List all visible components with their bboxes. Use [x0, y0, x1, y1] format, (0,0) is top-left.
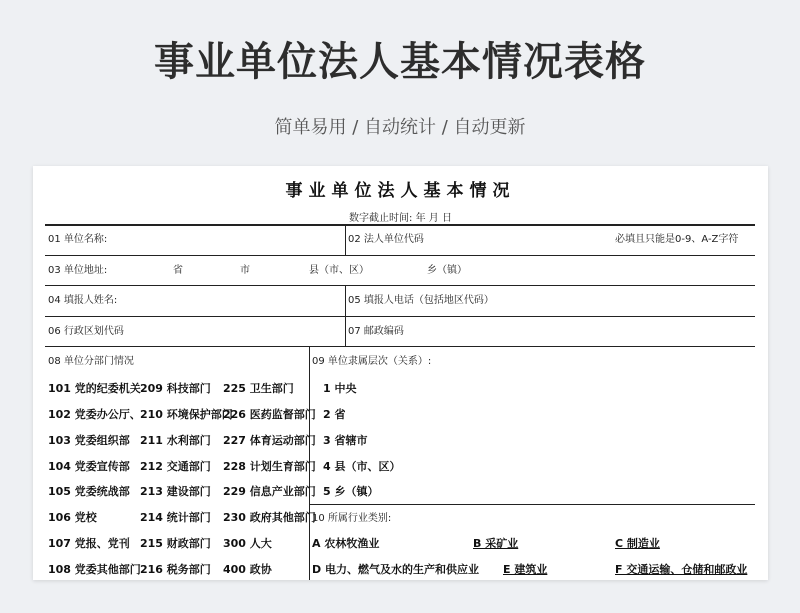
dept-option[interactable]: 104 党委宣传部 [48, 460, 130, 473]
dept-option[interactable]: 227 体育运动部门 [223, 434, 316, 447]
industry-option[interactable]: B 采矿业 [473, 537, 519, 550]
address-county: 县（市、区） [309, 265, 369, 276]
field-region-code[interactable]: 06 行政区划代码 [48, 326, 124, 337]
dept-option[interactable]: 102 党委办公厅、 [48, 408, 141, 421]
dept-option[interactable]: 210 环境保护部门 [140, 408, 233, 421]
dept-option[interactable]: 300 人大 [223, 537, 272, 550]
level-option[interactable]: 3 省辖市 [323, 434, 368, 447]
row-divider [45, 316, 755, 317]
address-city: 市 [240, 265, 250, 276]
field-unit-name[interactable]: 01 单位名称: [48, 234, 108, 245]
dept-option[interactable]: 214 统计部门 [140, 511, 211, 524]
dept-option[interactable]: 216 税务部门 [140, 563, 211, 576]
industry-option[interactable]: D 电力、燃气及水的生产和供应业 [312, 563, 479, 576]
dept-option[interactable]: 229 信息产业部门 [223, 485, 316, 498]
row-divider [45, 255, 755, 256]
dept-option[interactable]: 103 党委组织部 [48, 434, 130, 447]
field-filler-name[interactable]: 04 填报人姓名: [48, 295, 118, 306]
dept-option[interactable]: 209 科技部门 [140, 382, 211, 395]
page-subtitle: 简单易用 / 自动统计 / 自动更新 [274, 117, 526, 138]
field-legal-unit-code[interactable]: 02 法人单位代码 [348, 234, 424, 245]
table-border-top [45, 224, 755, 226]
dept-option[interactable]: 101 党的纪委机关 [48, 382, 141, 395]
address-township: 乡（镇） [427, 265, 467, 276]
industry-option[interactable]: F 交通运输、仓储和邮政业 [615, 563, 748, 576]
level-option[interactable]: 5 乡（镇） [323, 485, 379, 498]
form-sheet[interactable] [33, 166, 768, 580]
dept-option[interactable]: 106 党校 [48, 511, 97, 524]
dept-option[interactable]: 226 医药监督部门 [223, 408, 316, 421]
form-title: 事业单位法人基本情况 [285, 181, 516, 201]
dept-option[interactable]: 400 政协 [223, 563, 272, 576]
industry-option[interactable]: A 农林牧渔业 [312, 537, 380, 550]
dept-option[interactable]: 215 财政部门 [140, 537, 211, 550]
dept-option[interactable]: 211 水利部门 [140, 434, 211, 447]
dept-option[interactable]: 107 党报、党刊 [48, 537, 130, 550]
field-filler-phone[interactable]: 05 填报人电话（包括地区代码） [348, 295, 494, 306]
section-departments-label: 08 单位分部门情况 [48, 356, 134, 367]
col-divider [345, 224, 346, 255]
deadline-text: 数字截止时间: 年 月 日 [349, 213, 452, 224]
field-unit-address[interactable]: 03 单位地址: [48, 265, 108, 276]
field-code-note: 必填且只能是0-9、A-Z字符 [615, 234, 739, 245]
level-option[interactable]: 4 县（市、区） [323, 460, 401, 473]
dept-option[interactable]: 230 政府其他部门 [223, 511, 316, 524]
col-divider [345, 285, 346, 346]
row-divider [309, 504, 755, 505]
page-title: 事业单位法人基本情况表格 [154, 39, 646, 85]
row-divider [45, 346, 755, 347]
address-province: 省 [173, 265, 183, 276]
dept-option[interactable]: 105 党委统战部 [48, 485, 130, 498]
industry-option[interactable]: E 建筑业 [503, 563, 548, 576]
dept-option[interactable]: 228 计划生育部门 [223, 460, 316, 473]
dept-option[interactable]: 213 建设部门 [140, 485, 211, 498]
dept-option[interactable]: 108 党委其他部门 [48, 563, 141, 576]
level-option[interactable]: 1 中央 [323, 382, 357, 395]
field-postal-code[interactable]: 07 邮政编码 [348, 326, 404, 337]
industry-option[interactable]: C 制造业 [615, 537, 660, 550]
dept-option[interactable]: 225 卫生部门 [223, 382, 294, 395]
row-divider [45, 285, 755, 286]
dept-option[interactable]: 212 交通部门 [140, 460, 211, 473]
level-option[interactable]: 2 省 [323, 408, 346, 421]
section-industry-label: 10 所属行业类别: [312, 513, 392, 524]
section-levels-label: 09 单位隶属层次（关系）: [312, 356, 432, 367]
